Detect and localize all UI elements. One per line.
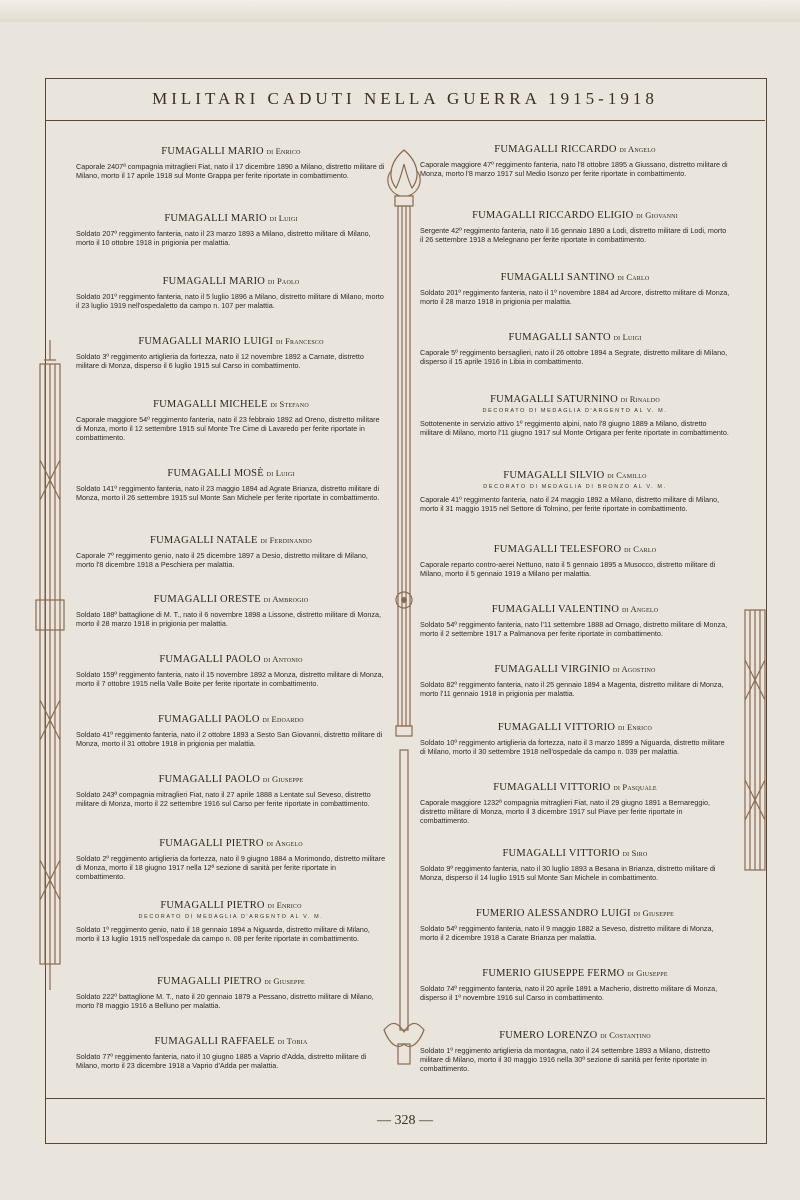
- entry: [76, 900, 386, 944]
- service-record: Soldato 74º reggimento fanteria, nato il 20 aprile 1891 a Macherio, distretto militare di Monza, disperso il 1º novembre 1916 sul Carso in combattimento.: [420, 984, 718, 1002]
- entry: [420, 782, 730, 825]
- soldier-name: FUMERIO ALESSANDRO LUIGI: [475, 908, 631, 919]
- soldier-name: FUMAGALLI MARIO: [164, 213, 267, 224]
- fasces-ornament-left: [30, 340, 70, 1000]
- entry: [76, 399, 386, 442]
- soldier-name: FUMAGALLI VITTORIO: [497, 722, 616, 733]
- soldier-name: FUMAGALLI MOSÈ: [167, 468, 264, 479]
- soldier-name: FUMAGALLI PAOLO: [158, 774, 261, 785]
- soldier-name: FUMAGALLI PIETRO: [159, 838, 264, 849]
- service-record: Soldato 159º reggimento fanteria, nato il 15 novembre 1892 a Monza, distretto militare di Monza, morto il 7 ottobre 1915 nella Valle Boite per ferite riportate in combattimento.: [76, 670, 384, 688]
- patronymic: di Giovanni: [636, 210, 678, 220]
- entry: [76, 838, 386, 881]
- entry: [76, 1036, 386, 1071]
- patronymic: di Camillo: [607, 470, 647, 480]
- entry: [420, 604, 730, 639]
- service-record: Caporale 41º reggimento fanteria, nato il 24 maggio 1892 a Milano, distretto militare di Milano, morto il 31 maggio 1915 nel Settore di Tolmino, per ferite riportate in combattimento.: [420, 495, 720, 513]
- service-record: Caporale 2407ª compagnia mitraglieri Fiat, nato il 17 dicembre 1890 a Milano, distretto militare di Milano, morto il 17 aprile 1918 sul Monte Grappa per ferite riportate in combattimento.: [76, 162, 385, 180]
- patronymic: di Ambrogio: [263, 594, 309, 604]
- fasces-ornament-right: [735, 600, 775, 880]
- soldier-name: FUMAGALLI VITTORIO: [502, 848, 620, 859]
- soldier-name: FUMAGALLI TELESFORO: [493, 544, 622, 555]
- patronymic: di Siro: [622, 848, 648, 858]
- soldier-name: FUMAGALLI RICCARDO: [494, 144, 617, 155]
- patronymic: di Carlo: [624, 544, 657, 554]
- soldier-name: FUMAGALLI RAFFAELE: [154, 1036, 275, 1047]
- soldier-name: FUMAGALLI SILVIO: [503, 470, 605, 481]
- service-record: Soldato 222º battaglione M. T., nato il 20 gennaio 1879 a Pessano, distretto militare di Milano, morto l'8 maggio 1916 a Belluno per malattia.: [76, 992, 374, 1010]
- medal-decoration: DECORATO DI MEDAGLIA D'ARGENTO AL V. M.: [482, 408, 668, 414]
- service-record: Soldato 207º reggimento fanteria, nato il 23 marzo 1893 a Milano, distretto militare di Milano, morto il 10 ottobre 1918 in prigionia per malattia.: [76, 229, 371, 247]
- soldier-name: FUMERO LORENZO: [499, 1030, 598, 1041]
- soldier-name: FUMAGALLI PIETRO: [157, 976, 262, 987]
- entry: [420, 144, 730, 179]
- patronymic: di Pasquale: [613, 782, 657, 792]
- service-record: Soldato 188º battaglione di M. T., nato il 6 novembre 1898 a Lissone, distretto militare di Monza, morto il 28 marzo 1918 in prigionia per malattia.: [76, 610, 381, 628]
- soldier-name: FUMAGALLI SATURNINO: [490, 394, 618, 405]
- entry: [76, 468, 386, 503]
- soldier-name: FUMAGALLI MARIO LUIGI: [138, 336, 274, 347]
- soldier-name: FUMAGALLI PAOLO: [158, 714, 260, 725]
- soldier-name: FUMAGALLI SANTO: [508, 332, 611, 343]
- patronymic: di Angelo: [621, 604, 659, 614]
- entry: [420, 210, 730, 245]
- service-record: Soldato 77º reggimento fanteria, nato il 10 giugno 1885 a Vaprio d'Adda, distretto militare di Milano, morto il 23 dicembre 1918 a Vaprio d'Adda per malattia.: [76, 1052, 367, 1070]
- patronymic: di Angelo: [266, 838, 303, 848]
- soldier-name: FUMERIO GIUSEPPE FERMO: [482, 968, 625, 979]
- service-record: Soldato 243ª compagnia mitraglieri Fiat, nato il 27 aprile 1888 a Lentate sul Seveso, distretto militare di Monza, morto il 22 settembre 1916 sul Carso per ferite riportate in combattimento.: [76, 790, 371, 808]
- entry: [76, 276, 386, 311]
- patronymic: di Antonio: [263, 654, 303, 664]
- entry: [420, 394, 730, 438]
- service-record: Soldato 9º reggimento fanteria, nato il 30 luglio 1893 a Besana in Brianza, distretto militare di Monza, disperso il 14 luglio 1915 sul Monte San Michele in combattimento.: [420, 864, 716, 882]
- entry: [76, 336, 386, 371]
- entry: [420, 664, 730, 699]
- patronymic: di Paolo: [267, 276, 300, 286]
- service-record: Soldato 201º reggimento fanteria, nato il 1º novembre 1884 ad Arcore, distretto militare di Monza, morto il 28 marzo 1918 in prigionia per malattia.: [420, 288, 730, 306]
- soldier-name: FUMAGALLI MICHELE: [153, 399, 268, 410]
- patronymic: di Agostino: [612, 664, 656, 674]
- service-record: Soldato 3º reggimento artiglieria da fortezza, nato il 12 novembre 1892 a Carnate, distretto militare di Monza, disperso il 6 luglio 1915 sul Carso in combattimento.: [76, 352, 364, 370]
- service-record: Soldato 10º reggimento artiglieria da fortezza, nato il 3 marzo 1899 a Niguarda, distretto militare di Milano, morto il 30 settembre 1918 nell'ospedale da campo n. 039 per malattia.: [420, 738, 725, 756]
- patronymic: di Francesco: [276, 336, 324, 346]
- service-record: Soldato 54º reggimento fanteria, nato l'11 settembre 1888 ad Ornago, distretto militare di Monza, morto il 2 settembre 1917 a Palmanova per ferite riportate in combattimento.: [420, 620, 728, 638]
- patronymic: di Angelo: [619, 144, 656, 154]
- medal-decoration: DECORATO DI MEDAGLIA DI BRONZO AL V. M.: [483, 484, 667, 490]
- service-record: Sottotenente in servizio attivo 1º reggimento alpini, nato l'8 giugno 1889 a Milano, distretto militare di Milano, morto l'11 giugno 1917 sul Monte Ortigara per ferite riportate in combattimento.: [420, 419, 729, 437]
- soldier-name: FUMAGALLI MARIO: [162, 276, 266, 287]
- soldier-name: FUMAGALLI ORESTE: [153, 594, 261, 605]
- entry: [420, 544, 730, 579]
- soldier-name: FUMAGALLI VIRGINIO: [494, 664, 611, 675]
- service-record: Soldato 1º reggimento artiglieria da montagna, nato il 24 settembre 1893 a Milano, distretto militare di Milano, morto il 30 maggio 1916 nella 30ª sezione di sanità per ferite riportate in combattimento.: [420, 1046, 710, 1073]
- patronymic: di Giuseppe: [264, 976, 305, 986]
- entry: [420, 1030, 730, 1073]
- page-edge: [0, 0, 800, 22]
- entry: [76, 213, 386, 248]
- soldier-name: FUMAGALLI SANTINO: [500, 272, 615, 283]
- patronymic: di Enrico: [266, 146, 301, 156]
- patronymic: di Giuseppe: [262, 774, 304, 784]
- patronymic: di Edoardo: [262, 714, 304, 724]
- patronymic: di Tobia: [277, 1036, 308, 1046]
- entry: [76, 774, 386, 809]
- entry: [76, 535, 386, 570]
- soldier-name: FUMAGALLI VITTORIO: [493, 782, 611, 793]
- soldier-name: FUMAGALLI PAOLO: [159, 654, 261, 665]
- entry: [420, 848, 730, 883]
- entry: [76, 976, 386, 1011]
- entry: [76, 654, 386, 689]
- service-record: Soldato 82º reggimento fanteria, nato il 25 gennaio 1894 a Magenta, distretto militare di Monza, morto l'11 gennaio 1918 in prigionia per malattia.: [420, 680, 724, 698]
- page-number: — 328 —: [377, 1113, 433, 1128]
- service-record: Soldato 41º reggimento fanteria, nato il 2 ottobre 1893 a Sesto San Giovanni, distretto militare di Monza, morto il 31 ottobre 1918 in prigionia per malattia.: [76, 730, 383, 748]
- patronymic: di Ferdinando: [260, 535, 312, 545]
- service-record: Soldato 1º reggimento genio, nato il 18 gennaio 1894 a Niguarda, distretto militare di Milano, morto il 13 luglio 1915 nell'ospedale da campo n. 08 per ferite riportate in combattimento.: [76, 925, 370, 943]
- entry: [76, 146, 386, 181]
- patronymic: di Stefano: [270, 399, 309, 409]
- entry: [420, 332, 730, 367]
- soldier-name: FUMAGALLI PIETRO: [160, 900, 265, 911]
- entry: [420, 968, 730, 1003]
- page-title: MILITARI CADUTI NELLA GUERRA 1915-1918: [152, 89, 658, 108]
- soldier-name: FUMAGALLI VALENTINO: [491, 604, 620, 615]
- service-record: Soldato 201º reggimento fanteria, nato il 5 luglio 1896 a Milano, distretto militare di Milano, morto il 23 luglio 1919 nell'ospedaletto da campo n. 107 per malattia.: [76, 292, 384, 310]
- entry: [420, 470, 730, 514]
- entry: [76, 714, 386, 749]
- patronymic: di Carlo: [617, 272, 650, 282]
- service-record: Soldato 2º reggimento artiglieria da fortezza, nato il 9 giugno 1884 a Morimondo, distretto militare di Monza, morto il 18 giugno 1917 nella 12ª sezione di sanità per ferite riportate in combattimento.: [76, 854, 386, 881]
- entry: [420, 722, 730, 757]
- soldier-name: FUMAGALLI NATALE: [150, 535, 258, 546]
- entry: [420, 272, 730, 307]
- patronymic: di Luigi: [613, 332, 642, 342]
- patronymic: di Costantino: [600, 1030, 651, 1040]
- service-record: Caporale maggiore 1232ª compagnia mitraglieri Fiat, nato il 29 giugno 1891 a Bernareggio, distretto militare di Monza, morto il 3 dicembre 1917 sul Piave per ferite riportate in combattimento.: [420, 798, 710, 825]
- patronymic: di Rinaldo: [620, 394, 660, 404]
- patronymic: di Giuseppe: [633, 908, 675, 918]
- service-record: Caporale 5º reggimento bersaglieri, nato il 26 ottobre 1894 a Segrate, distretto militare di Milano, disperso il 15 aprile 1916 in Libia in combattimento.: [420, 348, 728, 366]
- footer: [45, 1098, 765, 1143]
- service-record: Soldato 54º reggimento fanteria, nato il 9 maggio 1882 a Seveso, distretto militare di Monza, morto il 2 dicembre 1918 a Carate Brianza per malattia.: [420, 924, 714, 942]
- patronymic: di Giuseppe: [627, 968, 668, 978]
- service-record: Caporale reparto contro-aerei Nettuno, nato il 5 gennaio 1895 a Musocco, distretto militare di Milano, morto il 5 gennaio 1919 a Milano per malattia.: [420, 560, 716, 578]
- soldier-name: FUMAGALLI MARIO: [161, 146, 264, 157]
- soldier-name: FUMAGALLI RICCARDO ELIGIO: [472, 210, 634, 221]
- entry: [76, 594, 386, 629]
- patronymic: di Enrico: [267, 900, 302, 910]
- patronymic: di Enrico: [617, 722, 653, 732]
- service-record: Soldato 141º reggimento fanteria, nato il 23 maggio 1894 ad Agrate Brianza, distretto militare di Monza, morto il 26 settembre 1915 sul Monte San Michele per ferite riportate in combattimento.: [76, 484, 380, 502]
- service-record: Caporale 7º reggimento genio, nato il 25 dicembre 1897 a Desio, distretto militare di Milano, morto l'8 dicembre 1918 a Peschiera per malattia.: [76, 551, 368, 569]
- medal-decoration: DECORATO DI MEDAGLIA D'ARGENTO AL V. M.: [138, 914, 324, 920]
- service-record: Caporale maggiore 54º reggimento fanteria, nato il 23 febbraio 1892 ad Oreno, distretto militare di Monza, morto il 12 settembre 1915 sul Monte Tre Cime di Lavaredo per ferite riportate in combattimento.: [76, 415, 380, 442]
- service-record: Caporale maggiore 47º reggimento fanteria, nato l'8 ottobre 1895 a Giussano, distretto militare di Monza, morto l'8 marzo 1917 sul Medio Isonzo per ferite riportate in combattimento.: [420, 160, 728, 178]
- patronymic: di Luigi: [266, 468, 295, 478]
- header: [45, 78, 765, 121]
- entry: [420, 908, 730, 943]
- service-record: Sergente 42º reggimento fanteria, nato il 16 gennaio 1890 a Lodi, distretto militare di Lodi, morto il 26 settembre 1918 a Melegnano per ferite riportate in combattimento.: [420, 226, 727, 244]
- patronymic: di Luigi: [269, 213, 298, 223]
